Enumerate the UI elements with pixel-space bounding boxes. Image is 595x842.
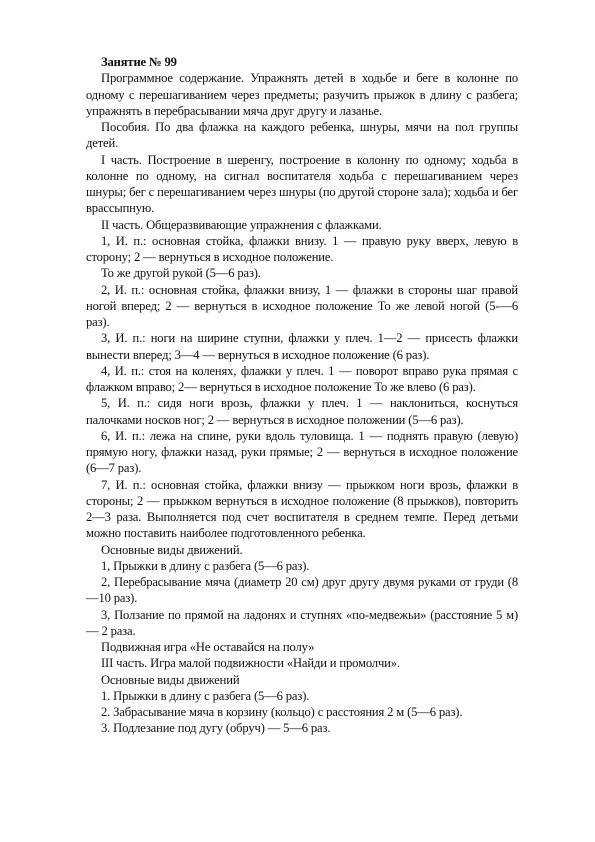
paragraph-program-content: Программное содержание. Упражнять детей в ходьбе и беге в колонне по одному с перешагиванием через предметы; разучить прыжок в длину с разбега; упражнять в перебрасывании мяча друг другу и лазанье. xyxy=(86,71,518,118)
paragraph-movement-b2: 2. Забрасывание мяча в корзину (кольцо) с расстояния 2 м (5—6 раз). xyxy=(101,705,463,719)
paragraph-exercise-1: 1, И. п.: основная стойка, флажки внизу. 1 — правую руку вверх, левую в сторону; 2 — вернуться в исходное положение. xyxy=(86,233,518,264)
paragraph-part-three: III часть. Игра малой подвижности «Найди и промолчи». xyxy=(101,656,400,671)
paragraph-movement-3: 3, Ползание по прямой на ладонях и ступнях «по-медвежьи» (расстояние 5 м) — 2 раза. xyxy=(86,607,518,638)
paragraph-movement-b1: 1. Прыжки в длину с разбега (5—6 раз). xyxy=(101,688,310,703)
paragraph-exercise-4: 4, И. п.: стоя на коленях, флажки у плеч. 1 — поворот вправо рука прямая с флажком вправо; 2— вернуться в исходное положение То же влево (6 раз). xyxy=(86,363,518,394)
paragraph-movement-1: 1, Прыжки в длину с разбега (5—6 раз). xyxy=(101,558,310,573)
paragraph-movement-b3: 3. Подлезание под дугу (обруч) — 5—6 раз. xyxy=(101,721,331,736)
paragraph-exercise-7: 7, И. п.: основная стойка, флажки внизу — прыжком ноги врозь, флажки в стороны; 2 — прыжком вернуться в исходное положение (8 прыжков), повторить 2—3 раза. Выполняется под счет воспитателя в среднем темпе. Перед детьми можно поставить наиболее подготовленного ребенка. xyxy=(86,477,518,541)
paragraph-materials: Пособия. По два флажка на каждого ребенка, шнуры, мячи на пол группы детей. xyxy=(86,120,518,151)
paragraph-exercise-3: 3, И. п.: ноги на ширине ступни, флажки у плеч. 1—2 — присесть флажки вынести вперед; 3—4 — вернуться в исходное положение (6 раз). xyxy=(86,331,518,362)
paragraph-exercise-1-repeat: То же другой рукой (5—6 раз). xyxy=(101,266,261,281)
paragraph-exercise-6: 6, И. п.: лежа на спине, руки вдоль туловища. 1 — поднять правую (левую) прямую ногу, флажки назад, руки прямые; 2 — вернуться в исходное положение (6—7 раз). xyxy=(86,428,518,476)
lesson-title: Занятие № 99 xyxy=(101,55,177,69)
paragraph-part-one: I часть. Построение в шеренгу, построение в колонну по одному; ходьба в колонне по одному, на сигнал воспитателя ходьба с перешагиванием через шнуры; бег с перешагиванием через шнуры (по другой стороне зала); ходьба и бег врассыпную. xyxy=(86,152,518,216)
paragraph-exercise-5: 5, И. п.: сидя ноги врозь, флажки у плеч. 1 — наклониться, коснуться палочками носков ног; 2 — вернуться в исходное положении (5—6 раз). xyxy=(86,396,518,427)
paragraph-main-movements-heading: Основные виды движений. xyxy=(101,542,243,557)
paragraph-active-game: Подвижная игра «Не оставайся на полу» xyxy=(101,640,315,654)
paragraph-movement-2: 2, Перебрасывание мяча (диаметр 20 см) друг другу двумя руками от груди (8—10 раз). xyxy=(86,575,518,606)
document-page xyxy=(86,54,518,737)
paragraph-main-movements-heading-2: Основные виды движений xyxy=(101,672,240,687)
paragraph-part-two-heading: II часть. Общеразвивающие упражнения с флажками. xyxy=(101,217,382,232)
paragraph-exercise-2: 2, И. п.: основная стойка, флажки внизу, 1 — флажки в стороны шаг правой ногой вперед; 2 — вернуться в исходное положение То же левой ногой (5-—6 раз). xyxy=(86,282,518,329)
